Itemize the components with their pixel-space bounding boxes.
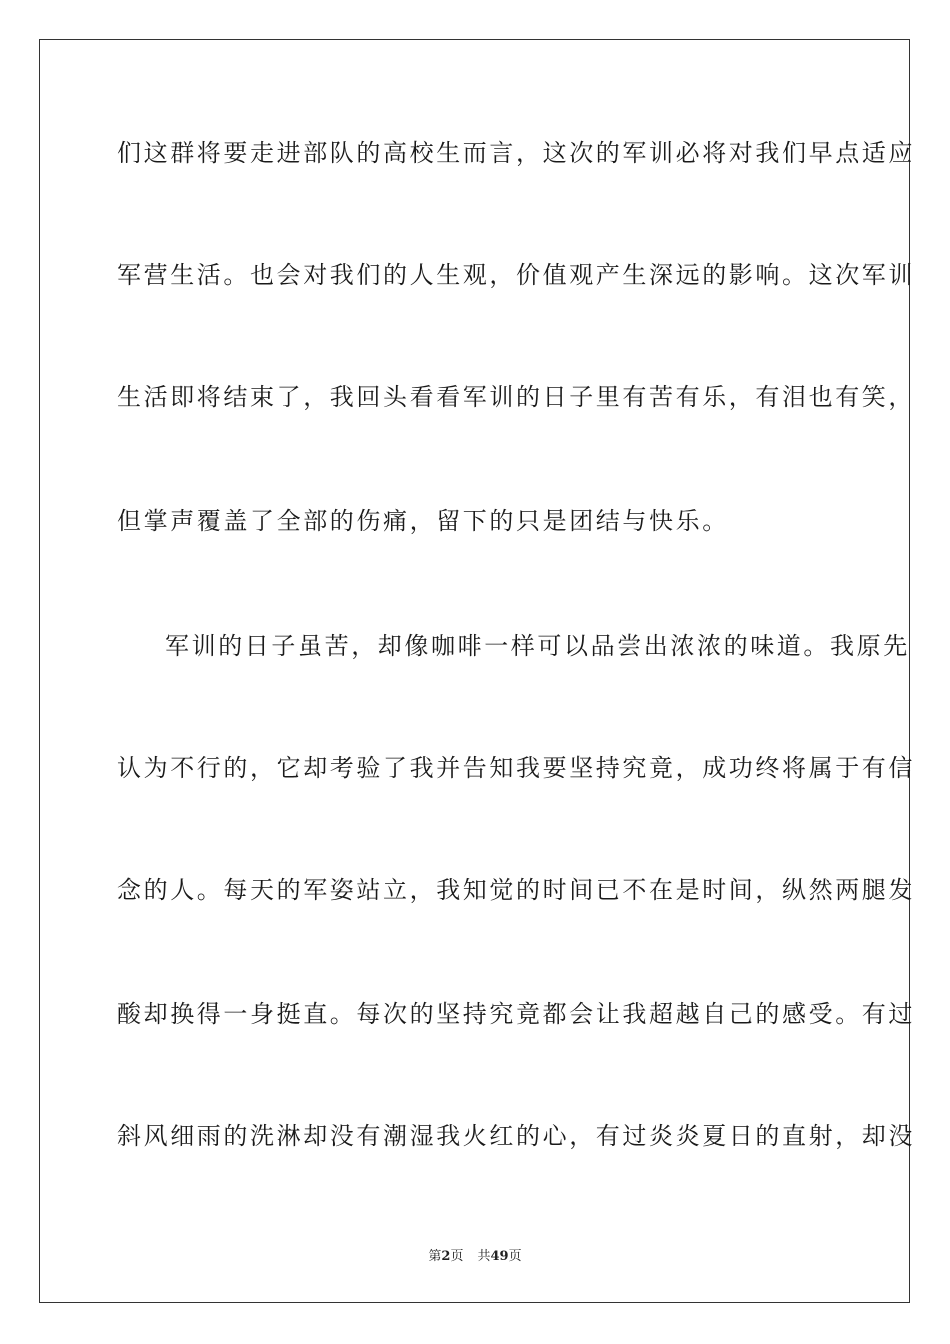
body-line-6: 认为不行的，它却考验了我并告知我要坚持究竟，成功终将属于有信 — [117, 754, 915, 782]
page-prefix: 第 — [428, 1249, 442, 1264]
page-number: 2 — [441, 1249, 451, 1264]
body-line-9: 斜风细雨的洗淋却没有潮湿我火红的心，有过炎炎夏日的直射，却没 — [117, 1122, 915, 1150]
body-line-8: 酸却换得一身挺直。每次的坚持究竟都会让我超越自己的感受。有过 — [117, 1000, 915, 1028]
body-line-1: 们这群将要走进部队的高校生而言，这次的军训必将对我们早点适应 — [117, 139, 915, 167]
total-suffix: 页 — [508, 1249, 522, 1264]
body-line-2: 军营生活。也会对我们的人生观，价值观产生深远的影响。这次军训 — [117, 261, 915, 289]
body-line-7: 念的人。每天的军姿站立，我知觉的时间已不在是时间，纵然两腿发 — [117, 876, 915, 904]
page-border — [39, 39, 915, 1303]
body-line-4: 但掌声覆盖了全部的伤痛，留下的只是团结与快乐。 — [117, 507, 729, 535]
total-prefix: 共 — [477, 1249, 491, 1264]
page-footer — [0, 1248, 950, 1266]
paragraph-first-line: 军训的日子虽苦，却像咖啡一样可以品尝出浓浓的味道。我原先 — [165, 632, 910, 660]
total-pages: 49 — [490, 1249, 509, 1264]
page-suffix: 页 — [450, 1249, 464, 1264]
body-line-3: 生活即将结束了，我回头看看军训的日子里有苦有乐，有泪也有笑， — [117, 383, 915, 411]
